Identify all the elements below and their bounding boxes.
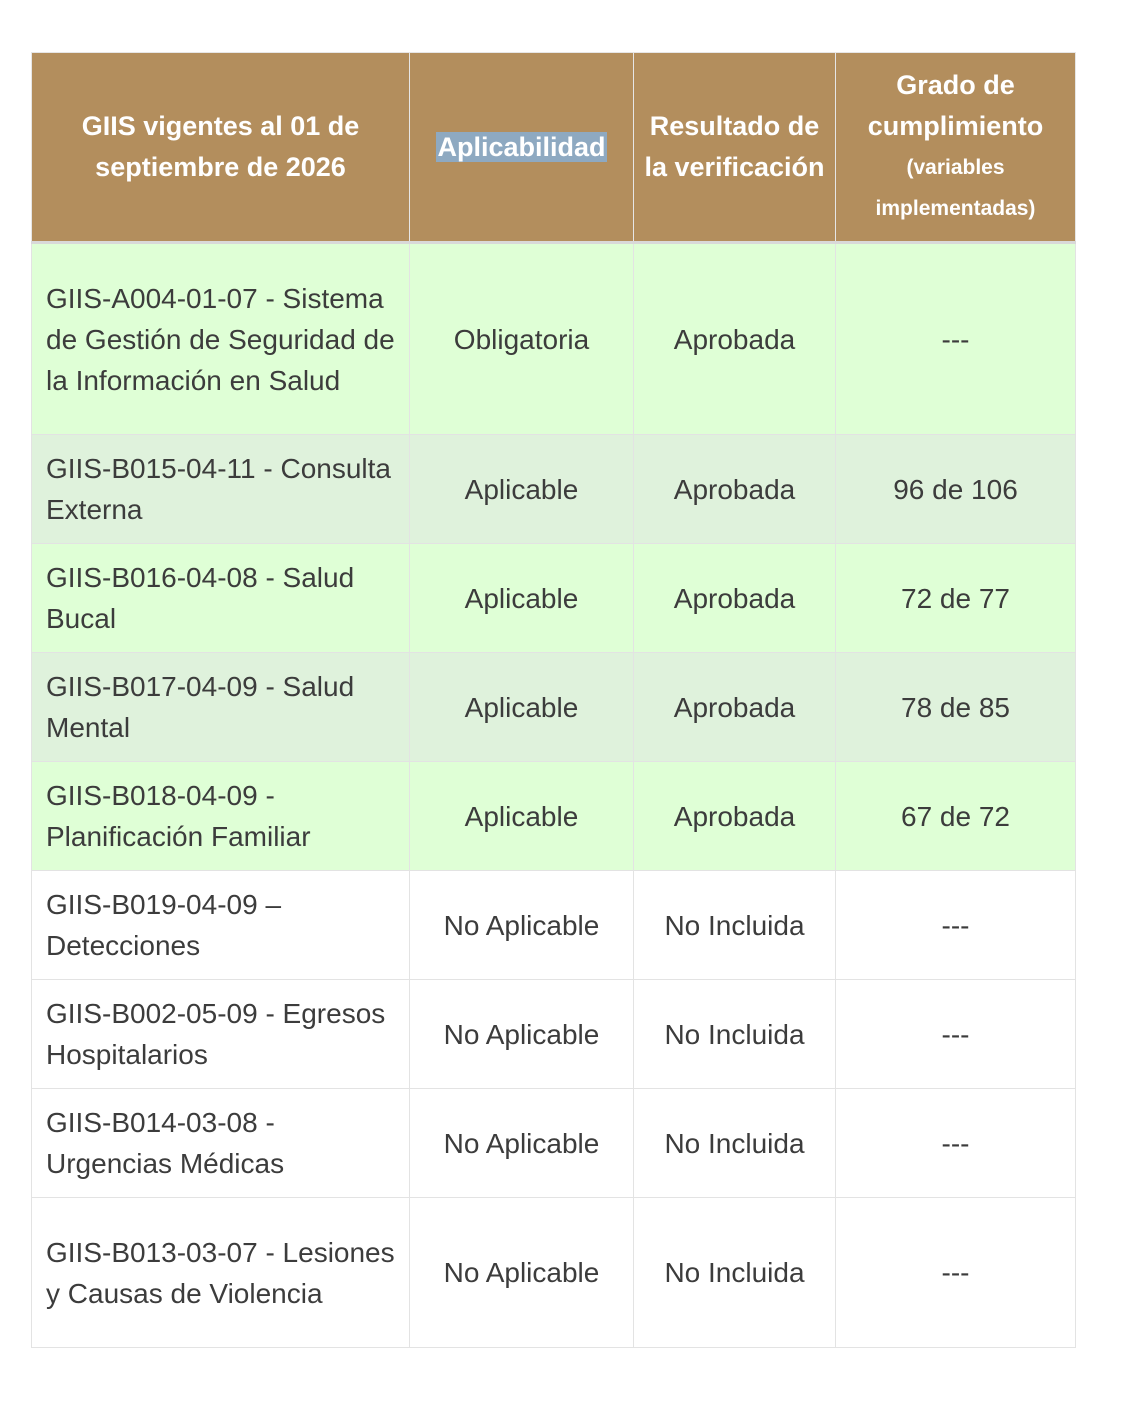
table-row	[32, 435, 1076, 544]
resultado-cell: No Incluida	[634, 1089, 836, 1198]
header-resultado: Resultado de la verificación	[634, 53, 836, 243]
header-aplicabilidad	[410, 53, 634, 243]
giis-table	[31, 52, 1076, 1348]
giis-name-cell: GIIS-B018-04-09 - Planificación Familiar	[32, 762, 410, 871]
resultado-cell: Aprobada	[634, 653, 836, 762]
grado-cell: 67 de 72	[836, 762, 1076, 871]
table-row	[32, 653, 1076, 762]
aplicabilidad-cell: No Aplicable	[410, 1198, 634, 1348]
grado-cell: ---	[836, 871, 1076, 980]
header-grado-main: Grado de cumplimiento	[867, 70, 1044, 141]
resultado-cell: Aprobada	[634, 243, 836, 435]
selected-text-highlight[interactable]: Aplicabilidad	[437, 131, 606, 162]
aplicabilidad-cell: No Aplicable	[410, 1089, 634, 1198]
grado-cell: ---	[836, 243, 1076, 435]
table-row	[32, 1198, 1076, 1348]
giis-name-cell: GIIS-B016-04-08 - Salud Bucal	[32, 544, 410, 653]
giis-name-cell: GIIS-B014-03-08 - Urgencias Médicas	[32, 1089, 410, 1198]
resultado-cell: No Incluida	[634, 1198, 836, 1348]
resultado-cell: No Incluida	[634, 980, 836, 1089]
grado-cell: 72 de 77	[836, 544, 1076, 653]
resultado-cell: No Incluida	[634, 871, 836, 980]
giis-table-container	[31, 52, 1075, 1348]
resultado-cell: Aprobada	[634, 544, 836, 653]
header-giis-vigentes: GIIS vigentes al 01 de septiembre de 2026	[32, 53, 410, 243]
table-row	[32, 243, 1076, 435]
grado-cell: ---	[836, 1198, 1076, 1348]
grado-cell: 78 de 85	[836, 653, 1076, 762]
aplicabilidad-cell: No Aplicable	[410, 980, 634, 1089]
table-row	[32, 762, 1076, 871]
grado-cell: ---	[836, 1089, 1076, 1198]
giis-name-cell: GIIS-A004-01-07 - Sistema de Gestión de Seguridad de la Información en Salud	[32, 243, 410, 435]
aplicabilidad-cell: Aplicable	[410, 653, 634, 762]
grado-cell: 96 de 106	[836, 435, 1076, 544]
header-grado-sub: (variables implementadas)	[875, 156, 1036, 220]
table-row	[32, 544, 1076, 653]
table-row	[32, 980, 1076, 1089]
aplicabilidad-cell: Aplicable	[410, 544, 634, 653]
aplicabilidad-cell: No Aplicable	[410, 871, 634, 980]
grado-cell: ---	[836, 980, 1076, 1089]
aplicabilidad-cell: Aplicable	[410, 435, 634, 544]
header-grado	[836, 53, 1076, 243]
aplicabilidad-cell: Aplicable	[410, 762, 634, 871]
giis-name-cell: GIIS-B015-04-11 - Consulta Externa	[32, 435, 410, 544]
giis-name-cell: GIIS-B019-04-09 – Detecciones	[32, 871, 410, 980]
resultado-cell: Aprobada	[634, 435, 836, 544]
table-header-row	[32, 53, 1076, 243]
giis-name-cell: GIIS-B017-04-09 - Salud Mental	[32, 653, 410, 762]
aplicabilidad-cell: Obligatoria	[410, 243, 634, 435]
giis-name-cell: GIIS-B013-03-07 - Lesiones y Causas de Violencia	[32, 1198, 410, 1348]
table-row	[32, 1089, 1076, 1198]
table-row	[32, 871, 1076, 980]
resultado-cell: Aprobada	[634, 762, 836, 871]
giis-name-cell: GIIS-B002-05-09 - Egresos Hospitalarios	[32, 980, 410, 1089]
